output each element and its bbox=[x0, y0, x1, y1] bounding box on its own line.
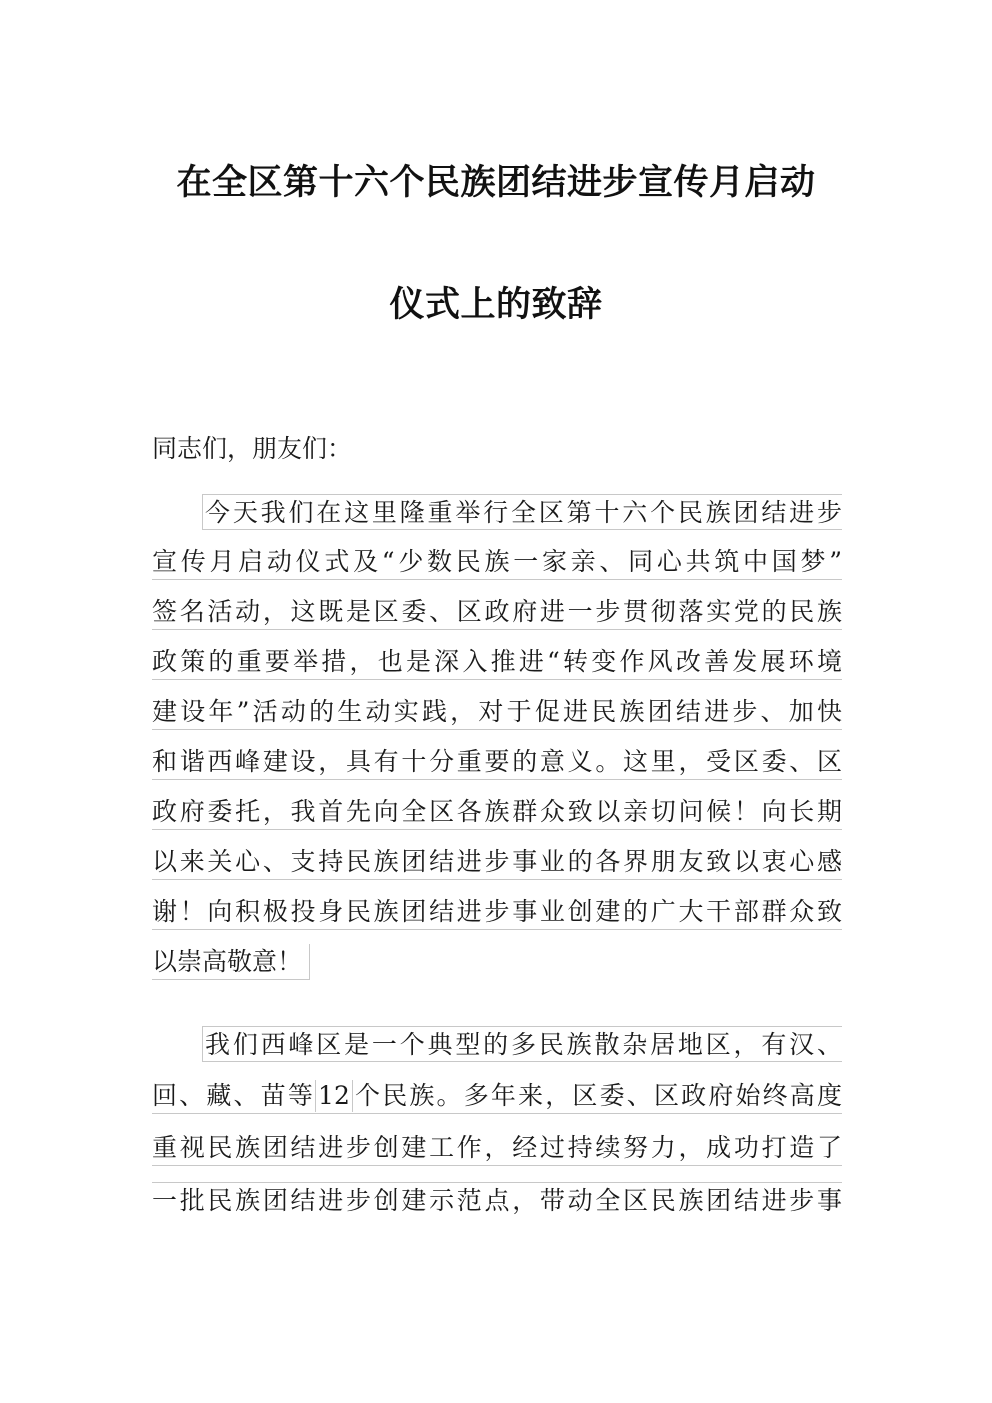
paragraph-1-line: 今天我们在这里隆重举行全区第十六个民族团结进步 bbox=[202, 494, 842, 530]
paragraph-2-text: 个民族。多年来，区委、区政府始终高度 bbox=[352, 1081, 842, 1110]
paragraph-1-line: 和谐西峰建设，具有十分重要的意义。这里，受区委、区 bbox=[152, 744, 842, 780]
paragraph-2-line: 我们西峰区是一个典型的多民族散杂居地区，有汉、 bbox=[202, 1026, 842, 1062]
paragraph-1-line: 以崇高敬意！ bbox=[152, 944, 310, 980]
document-title-line-1: 在全区第十六个民族团结进步宣传月启动 bbox=[176, 163, 816, 203]
paragraph-1-line: 宣传月启动仪式及“少数民族一家亲、同心共筑中国梦” bbox=[152, 544, 842, 580]
paragraph-2-text: 回、藏、苗等 bbox=[152, 1081, 316, 1110]
paragraph-2-line: 重视民族团结进步创建工作，经过持续努力，成功打造了 bbox=[152, 1130, 842, 1166]
paragraph-1-line: 建设年”活动的生动实践，对于促进民族团结进步、加快 bbox=[152, 694, 842, 730]
document-title-line-2: 仪式上的致辞 bbox=[389, 285, 603, 325]
paragraph-1-line: 政策的重要举措，也是深入推进“转变作风改善发展环境 bbox=[152, 644, 842, 680]
paragraph-1-line: 政府委托，我首先向全区各族群众致以亲切问候！向长期 bbox=[152, 794, 842, 830]
salutation: 同志们，朋友们： bbox=[152, 434, 353, 463]
paragraph-2-line: 一批民族团结进步创建示范点，带动全区民族团结进步事 bbox=[152, 1182, 842, 1218]
paragraph-1-line: 谢！向积极投身民族团结进步事业创建的广大干部群众致 bbox=[152, 894, 842, 930]
paragraph-2-line bbox=[152, 1078, 842, 1114]
paragraph-1-line: 以来关心、支持民族团结进步事业的各界朋友致以衷心感 bbox=[152, 844, 842, 880]
ethnic-group-count: 12 bbox=[315, 1080, 353, 1112]
paragraph-1-line: 签名活动，这既是区委、区政府进一步贯彻落实党的民族 bbox=[152, 594, 842, 630]
